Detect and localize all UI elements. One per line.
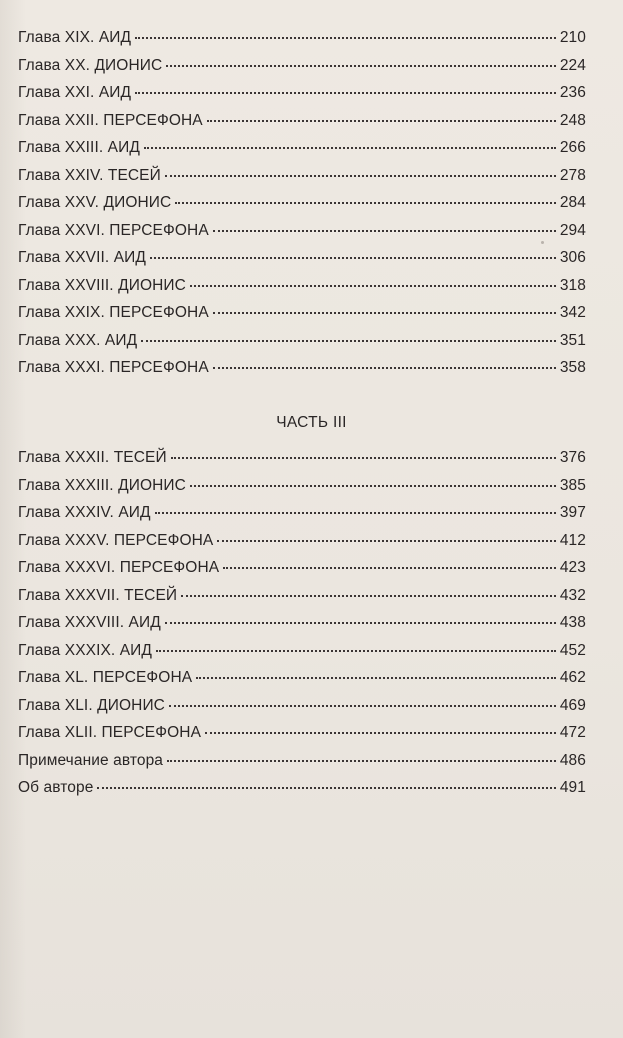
toc-entry-page-number: 210 bbox=[559, 29, 586, 46]
toc-entry-title: Глава XXXV. ПЕРСЕФОНА bbox=[18, 531, 214, 549]
toc-entry bbox=[18, 642, 586, 670]
toc-entry-page-number: 469 bbox=[559, 696, 586, 714]
part-heading: ЧАСТЬ III bbox=[276, 414, 347, 431]
toc-entry-title: Глава XLII. ПЕРСЕФОНА bbox=[18, 724, 202, 741]
dot-leader bbox=[166, 65, 556, 67]
toc-entry-title: Глава XXXIV. АИД bbox=[18, 504, 151, 521]
toc-entry bbox=[18, 779, 586, 807]
toc-entry-page-number: 423 bbox=[559, 559, 586, 576]
toc-entry-title: Глава XXVIII. ДИОНИС bbox=[18, 276, 186, 294]
toc-entry-page-number: 266 bbox=[559, 139, 586, 156]
toc-entry-title: Глава XXIX. ПЕРСЕФОНА bbox=[18, 304, 209, 321]
toc-entry-title: Глава XX. ДИОНИС bbox=[18, 56, 163, 74]
toc-entry-page-number: 284 bbox=[559, 194, 586, 211]
toc-entry-title: Глава XLI. ДИОНИС bbox=[18, 696, 165, 714]
toc-entry-page-number: 462 bbox=[559, 669, 586, 686]
toc-entry bbox=[18, 57, 586, 85]
toc-entry bbox=[18, 504, 586, 532]
toc-entry bbox=[18, 304, 586, 332]
dot-leader bbox=[213, 367, 556, 369]
toc-entry bbox=[18, 559, 586, 587]
toc-entry-title: Глава XXXII. ТЕСЕЙ bbox=[18, 449, 167, 466]
dot-leader bbox=[165, 175, 556, 177]
toc-list-part-2 bbox=[18, 29, 586, 387]
toc-entry-title: Глава XXII. ПЕРСЕФОНА bbox=[18, 111, 203, 129]
dot-leader bbox=[205, 732, 556, 734]
toc-entry bbox=[18, 614, 586, 642]
toc-entry-title: Глава XL. ПЕРСЕФОНА bbox=[18, 669, 193, 686]
toc-entry-title: Глава XXXVIII. АИД bbox=[18, 614, 161, 631]
toc-entry-page-number: 236 bbox=[559, 84, 586, 101]
toc-entry-title: Глава XXV. ДИОНИС bbox=[18, 194, 172, 211]
dot-leader bbox=[213, 312, 556, 314]
dot-leader bbox=[196, 677, 556, 679]
dot-leader bbox=[97, 787, 555, 789]
toc-entry-title: Глава XXIII. АИД bbox=[18, 139, 140, 156]
dot-leader bbox=[167, 760, 556, 762]
toc-entry bbox=[18, 752, 586, 780]
toc-entry bbox=[18, 277, 586, 305]
toc-entry bbox=[18, 139, 586, 167]
toc-entry bbox=[18, 112, 586, 140]
toc-entry bbox=[18, 669, 586, 697]
toc-entry bbox=[18, 194, 586, 222]
toc-entry-title: Об авторе bbox=[18, 779, 94, 796]
toc-entry-page-number: 318 bbox=[559, 276, 586, 294]
toc-entry-title: Глава XXXVI. ПЕРСЕФОНА bbox=[18, 559, 220, 576]
toc-entry bbox=[18, 587, 586, 615]
dot-leader bbox=[169, 705, 556, 707]
toc-entry-title: Глава XXXIX. АИД bbox=[18, 641, 153, 659]
toc-entry-page-number: 397 bbox=[559, 504, 586, 521]
dot-leader bbox=[223, 567, 556, 569]
toc-entry-title: Глава XIX. АИД bbox=[18, 29, 132, 46]
toc-entry-page-number: 412 bbox=[559, 531, 586, 549]
toc-entry bbox=[18, 167, 586, 195]
toc-entry-page-number: 248 bbox=[559, 111, 586, 129]
toc-entry-title: Глава XXXIII. ДИОНИС bbox=[18, 476, 186, 494]
toc-entry-page-number: 342 bbox=[559, 304, 586, 321]
dot-leader bbox=[175, 202, 556, 204]
toc-entry-title: Глава XXVII. АИД bbox=[18, 249, 146, 266]
dot-leader bbox=[165, 622, 556, 624]
toc-entry bbox=[18, 249, 586, 277]
toc-entry bbox=[18, 449, 586, 477]
toc-entry-title: Примечание автора bbox=[18, 751, 164, 769]
toc-entry-page-number: 278 bbox=[559, 166, 586, 184]
dot-leader bbox=[217, 540, 555, 542]
toc-entry-page-number: 472 bbox=[559, 724, 586, 741]
toc-entry-page-number: 385 bbox=[559, 476, 586, 494]
print-speck bbox=[541, 241, 544, 244]
dot-leader bbox=[190, 485, 556, 487]
toc-entry-page-number: 351 bbox=[559, 331, 586, 349]
toc-entry-title: Глава XXIV. ТЕСЕЙ bbox=[18, 166, 161, 184]
dot-leader bbox=[190, 285, 556, 287]
toc-entry bbox=[18, 697, 586, 725]
toc-entry-page-number: 452 bbox=[559, 641, 586, 659]
dot-leader bbox=[141, 340, 556, 342]
toc-entry-title: Глава XXXI. ПЕРСЕФОНА bbox=[18, 359, 209, 376]
dot-leader bbox=[213, 230, 556, 232]
toc-entry-title: Глава XXI. АИД bbox=[18, 84, 132, 101]
toc-entry-page-number: 358 bbox=[559, 359, 586, 376]
toc-entry-title: Глава XXVI. ПЕРСЕФОНА bbox=[18, 221, 209, 239]
toc-entry bbox=[18, 359, 586, 387]
dot-leader bbox=[181, 595, 556, 597]
dot-leader bbox=[135, 92, 556, 94]
toc-entry-page-number: 376 bbox=[559, 449, 586, 466]
toc-entry-page-number: 491 bbox=[559, 779, 586, 796]
toc-entry bbox=[18, 532, 586, 560]
toc-entry-page-number: 438 bbox=[559, 614, 586, 631]
toc-entry-page-number: 432 bbox=[559, 586, 586, 604]
toc-entry bbox=[18, 477, 586, 505]
dot-leader bbox=[135, 37, 556, 39]
dot-leader bbox=[207, 120, 556, 122]
toc-entry-title: Глава XXX. АИД bbox=[18, 331, 138, 349]
dot-leader bbox=[171, 457, 556, 459]
toc-entry bbox=[18, 332, 586, 360]
dot-leader bbox=[156, 650, 556, 652]
toc-entry-page-number: 306 bbox=[559, 249, 586, 266]
toc-entry bbox=[18, 84, 586, 112]
toc-entry-page-number: 486 bbox=[559, 751, 586, 769]
toc-entry bbox=[18, 29, 586, 57]
dot-leader bbox=[144, 147, 556, 149]
toc-entry-title: Глава XXXVII. ТЕСЕЙ bbox=[18, 586, 178, 604]
toc-entry bbox=[18, 724, 586, 752]
toc-entry-page-number: 224 bbox=[559, 56, 586, 74]
toc-entry-page-number: 294 bbox=[559, 221, 586, 239]
dot-leader bbox=[150, 257, 556, 259]
dot-leader bbox=[155, 512, 556, 514]
toc-list-part-3 bbox=[18, 449, 586, 807]
toc-entry bbox=[18, 222, 586, 250]
